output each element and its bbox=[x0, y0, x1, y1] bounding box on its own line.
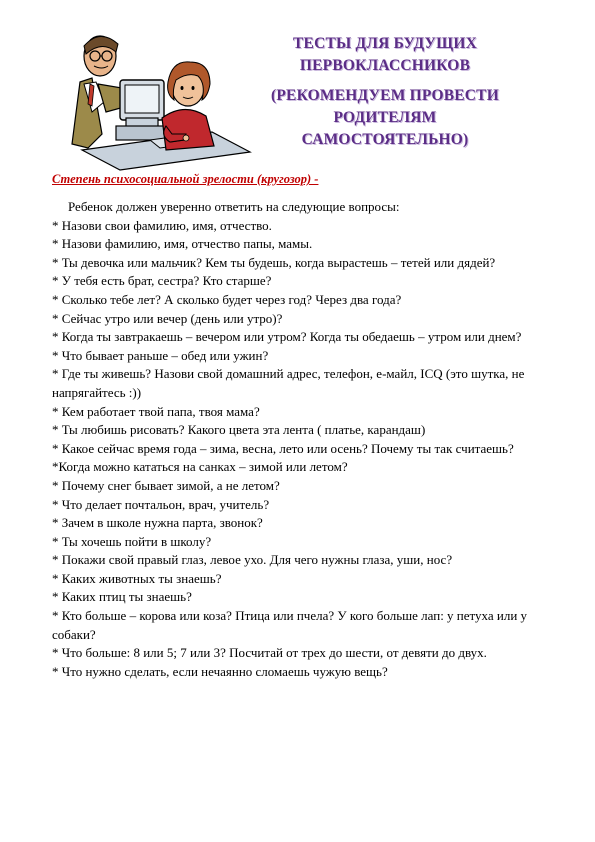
question-item: * Почему снег бывает зимой, а не летом? bbox=[52, 477, 280, 493]
question-item: * У тебя есть брат, сестра? Кто старше? bbox=[52, 273, 272, 289]
question-item: * Что нужно сделать, если нечаянно сломаешь чужую вещь? bbox=[52, 663, 388, 679]
question-item: * Ты хочешь пойти в школу? bbox=[52, 533, 212, 549]
question-item: * Какое сейчас время года – зима, весна, лето или осень? Почему ты так считаешь? bbox=[52, 440, 514, 456]
subtitle-line: (РЕКОМЕНДУЕМ ПРОВЕСТИ bbox=[271, 87, 499, 104]
teacher-and-student-at-computer-illustration bbox=[62, 22, 262, 172]
question-item: * Назови свои фамилию, имя, отчество. bbox=[52, 217, 272, 233]
intro-text: Ребенок должен уверенно ответить на следующие вопросы: bbox=[68, 199, 400, 214]
question-item: * Каких животных ты знаешь? bbox=[52, 570, 222, 586]
title-line: ПЕРВОКЛАССНИКОВ bbox=[299, 57, 471, 74]
question-item: * Где ты живешь? Назови свой домашний адрес, телефон, е-майл, ICQ (это шутка, не напрягайтесь :)) bbox=[52, 366, 525, 400]
question-item: *Когда можно кататься на санках – зимой или летом? bbox=[52, 459, 348, 475]
question-item: * Назови фамилию, имя, отчество папы, мамы. bbox=[52, 236, 313, 252]
subtitle-line: РОДИТЕЛЯМ САМОСТОЯТЕЛЬНО) bbox=[301, 109, 469, 148]
question-item: * Каких птиц ты знаешь? bbox=[52, 589, 192, 605]
question-item: * Что делает почтальон, врач, учитель? bbox=[52, 496, 270, 512]
question-item: * Сейчас утро или вечер (день или утро)? bbox=[52, 310, 283, 326]
question-item: * Ты девочка или мальчик? Кем ты будешь, когда вырастешь – тетей или дядей? bbox=[52, 254, 496, 270]
page-subtitle bbox=[250, 85, 520, 151]
question-list bbox=[52, 217, 552, 682]
question-item: * Ты любишь рисовать? Какого цвета эта лента ( платье, карандаш) bbox=[52, 422, 426, 438]
title-line: ТЕСТЫ ДЛЯ БУДУЩИХ bbox=[293, 35, 477, 52]
page-header bbox=[250, 33, 520, 151]
questions-block bbox=[52, 198, 552, 681]
question-item: * Покажи свой правый глаз, левое ухо. Для чего нужны глаза, уши, нос? bbox=[52, 552, 453, 568]
question-item: * Кто больше – корова или коза? Птица или пчела? У кого больше лап: у петуха или у собаки? bbox=[52, 608, 528, 642]
question-item: * Кем работает твой папа, твоя мама? bbox=[52, 403, 260, 419]
question-item: * Что больше: 8 или 5; 7 или 3? Посчитай от трех до шести, от девяти до двух. bbox=[52, 645, 487, 661]
question-item: * Что бывает раньше – обед или ужин? bbox=[52, 347, 269, 363]
page-title bbox=[250, 33, 520, 77]
section-heading: Степень психосоциальной зрелости (кругозор) - bbox=[52, 172, 319, 186]
question-item: * Зачем в школе нужна парта, звонок? bbox=[52, 515, 263, 531]
question-item: * Когда ты завтракаешь – вечером или утром? Когда ты обедаешь – утром или днем? bbox=[52, 329, 522, 345]
question-item: * Сколько тебе лет? А сколько будет через год? Через два года? bbox=[52, 291, 402, 307]
